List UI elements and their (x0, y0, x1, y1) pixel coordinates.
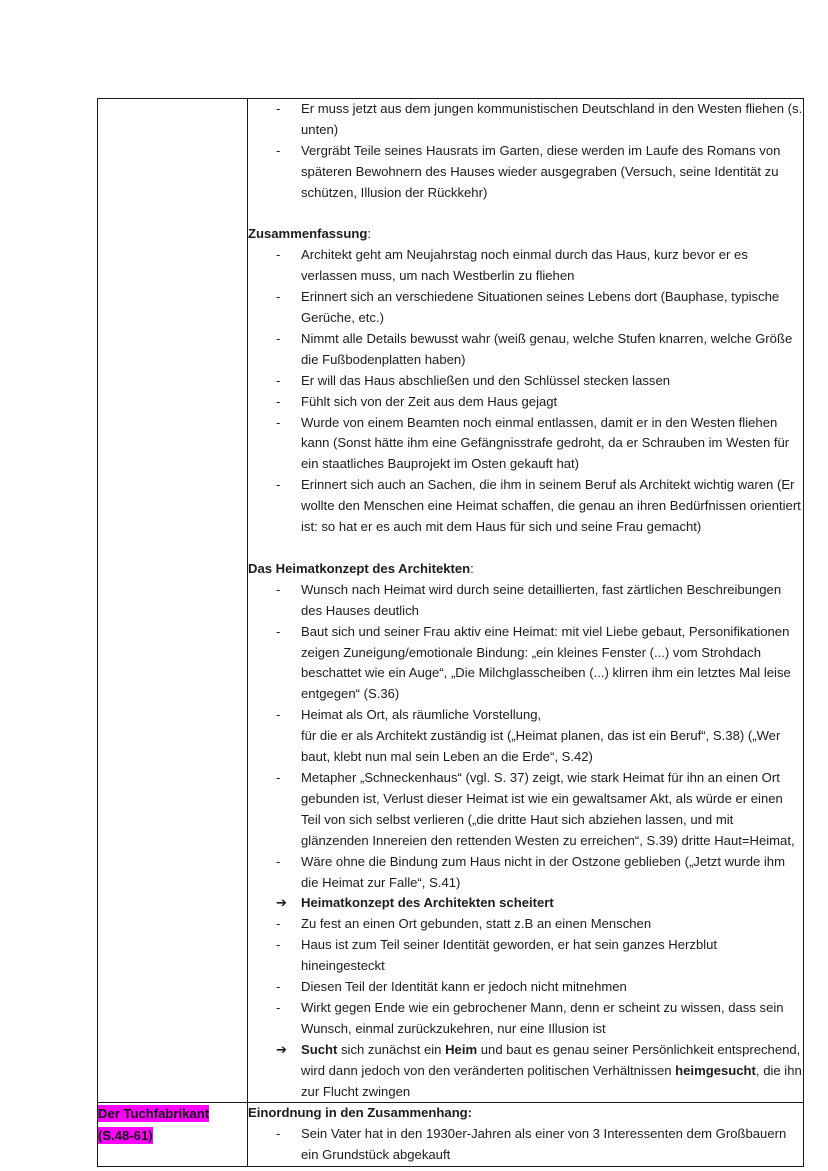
plain-text: sich zunächst ein (337, 1041, 446, 1057)
notes-table (97, 98, 804, 1167)
list-item-conclusion (248, 893, 803, 914)
table-row (98, 1103, 804, 1167)
list-item-text: Baut sich und seiner Frau aktiv eine Heimat: mit viel Liebe gebaut, Personifikationen zeigen Zuneigung/emotionale Bindung: „ein kleines Fenster (...) vom Strohdach beschattet wie ein Auge“, „Die Milchglasscheiben (...) klirren ihm ein letztes Mal leise entgegen“ (S.36) (301, 623, 791, 702)
arrow-right-icon: ➔ (276, 1041, 287, 1057)
list-item (248, 580, 803, 622)
list-item (248, 705, 803, 768)
list-item (248, 977, 803, 998)
dash-marker: - (276, 769, 281, 785)
dash-marker: - (276, 853, 281, 869)
dash-marker: - (276, 581, 281, 597)
list-item-text: Erinnert sich auch an Sachen, die ihm in seinem Beruf als Architekt wichtig waren (Er wollte den Menschen eine Heimat schaffen, die genau an ihren Bedürfnissen orientiert ist: so hat er es auch mit dem Haus für sich und seine Frau gemacht) (301, 477, 801, 535)
list-item (248, 413, 803, 476)
chapter-label (98, 1103, 247, 1146)
list-item (248, 768, 803, 852)
chapter-cell (98, 99, 248, 1103)
list-item (248, 935, 803, 977)
list-item (248, 914, 803, 935)
section-heading-colon: : (367, 226, 371, 242)
arrow-right-icon: ➔ (276, 895, 287, 911)
emphasis-text: heimgesucht (675, 1062, 756, 1078)
bullet-list-einordnung (248, 1124, 803, 1166)
list-item (248, 245, 803, 287)
section-heading-text: Zusammenfassung (248, 226, 368, 242)
list-item (248, 1124, 803, 1166)
list-item (248, 475, 803, 538)
paragraph-spacer (248, 538, 803, 559)
bullet-list-heimatkonzept (248, 580, 803, 1103)
list-item (248, 99, 803, 141)
dash-marker: - (276, 477, 281, 493)
list-item (248, 287, 803, 329)
plain-text: , die ihn zur Flucht zwingen (301, 1062, 802, 1099)
dash-marker: - (276, 289, 281, 305)
dash-marker: - (276, 330, 281, 346)
list-item (248, 329, 803, 371)
section-heading-text: Das Heimatkonzept des Architekten (248, 560, 471, 576)
section-heading-einordnung (248, 1103, 803, 1124)
list-item-text: Er will das Haus abschließen und den Schlüssel stecken lassen (301, 372, 671, 388)
list-item-text: Architekt geht am Neujahrstag noch einmal durch das Haus, kurz bevor er es verlassen muss, um nach Westberlin zu fliehen (301, 247, 748, 284)
list-item (248, 998, 803, 1040)
dash-marker: - (276, 623, 281, 639)
notes-cell (248, 99, 804, 1103)
dash-marker: - (276, 372, 281, 388)
chapter-pages-highlighted: (S.48-61) (98, 1127, 153, 1143)
table-row (98, 99, 804, 1103)
list-item-text: Haus ist zum Teil seiner Identität geworden, er hat sein ganzes Herzblut hineingesteckt (301, 937, 718, 974)
section-heading-heimatkonzept (248, 559, 803, 580)
list-item-text: Nimmt alle Details bewusst wahr (weiß genau, welche Stufen knarren, welche Größe die Fußbodenplatten haben) (301, 330, 793, 367)
list-item-text (301, 1042, 802, 1099)
section-heading-zusammenfassung (248, 224, 803, 245)
list-item-text: Wurde von einem Beamten noch einmal entlassen, damit er in den Westen fliehen kann (Sonst hätte ihm eine Gefängnisstrafe gedroht, da er Schrauben im Westen für ein staatliches Bauprojekt im Osten gekauft hat) (301, 414, 790, 472)
list-item-text: Er muss jetzt aus dem jungen kommunistischen Deutschland in den Westen fliehen (s. unten) (301, 101, 803, 137)
dash-marker: - (276, 707, 281, 723)
paragraph-spacer (248, 204, 803, 225)
emphasis-text: Heim (445, 1041, 478, 1057)
list-item-text: Vergräbt Teile seines Hausrats im Garten, diese werden im Laufe des Romans von späteren Bewohnern des Hauses wieder ausgegraben (Versuch, seine Identität zu schützen, Illusion der Rückkehr) (301, 142, 781, 200)
bullet-list-zusammenfassung (248, 245, 803, 538)
section-heading-colon: : (470, 560, 474, 576)
list-item-text (301, 705, 803, 768)
list-item-text: Metapher „Schneckenhaus“ (vgl. S. 37) zeigt, wie stark Heimat für ihn an einen Ort gebunden ist, Verlust dieser Heimat ist wie ein gewaltsamer Akt, als würde er einen Teil von sich selbst verlieren („die dritte Haut sich abziehen lassen, und mit glänzenden Innereien den rettenden Westen zu erreichen“, S.39) dritte Haut=Heimat, (301, 769, 795, 848)
list-item-conclusion (248, 1040, 803, 1103)
list-item (248, 622, 803, 706)
section-heading-text: Einordnung in den Zusammenhang: (248, 1105, 473, 1121)
dash-marker: - (276, 979, 281, 995)
list-item-line: Heimat als Ort, als räumliche Vorstellung, (301, 707, 542, 723)
dash-marker: - (276, 937, 281, 953)
list-item-text: Wäre ohne die Bindung zum Haus nicht in der Ostzone geblieben („Jetzt wurde ihm die Heimat zur Falle“, S.41) (301, 853, 785, 890)
list-item-text: Wirkt gegen Ende wie ein gebrochener Mann, denn er scheint zu wissen, dass sein Wunsch, einmal zurückzukehren, nur eine Illusion ist (301, 999, 784, 1036)
dash-marker: - (276, 393, 281, 409)
list-item-text: Wunsch nach Heimat wird durch seine detaillierten, fast zärtlichen Beschreibungen des Hauses deutlich (301, 581, 782, 618)
list-item-text: Sein Vater hat in den 1930er-Jahren als einer von 3 Interessenten dem Großbauern ein Grundstück abgekauft (301, 1126, 787, 1163)
dash-marker: - (276, 999, 281, 1015)
list-item (248, 852, 803, 894)
list-item-text: Fühlt sich von der Zeit aus dem Haus gejagt (301, 393, 558, 409)
dash-marker: - (276, 247, 281, 263)
list-item (248, 392, 803, 413)
chapter-title-highlighted: Der Tuchfabrikant (98, 1106, 210, 1122)
list-item (248, 371, 803, 392)
emphasis-text: Sucht (301, 1041, 338, 1057)
list-item (248, 141, 803, 204)
chapter-cell-tuchfabrikant (98, 1103, 248, 1167)
list-item-line: für die er als Architekt zuständig ist („Heimat planen, das ist ein Beruf“, S.38) („Wer baut, klebt nun mal sein Leben an die Erde“, S.42) (301, 728, 781, 765)
list-item-text: Heimatkonzept des Architekten scheitert (301, 895, 554, 911)
dash-marker: - (276, 101, 281, 116)
dash-marker: - (276, 916, 281, 932)
list-item-text: Erinnert sich an verschiedene Situationen seines Lebens dort (Bauphase, typische Gerüche, etc.) (301, 289, 780, 326)
dash-marker: - (276, 414, 281, 430)
notes-cell-tuchfabrikant (248, 1103, 804, 1167)
dash-marker: - (276, 1126, 281, 1142)
dash-marker: - (276, 142, 281, 158)
list-item-text: Diesen Teil der Identität kann er jedoch nicht mitnehmen (301, 979, 627, 995)
plain-text: und baut es genau seiner Persönlichkeit entsprechend, wird dann jedoch von den veränderten politischen Verhältnissen (301, 1041, 801, 1078)
bullet-list-intro (248, 99, 803, 204)
list-item-text: Zu fest an einen Ort gebunden, statt z.B an einen Menschen (301, 916, 652, 932)
